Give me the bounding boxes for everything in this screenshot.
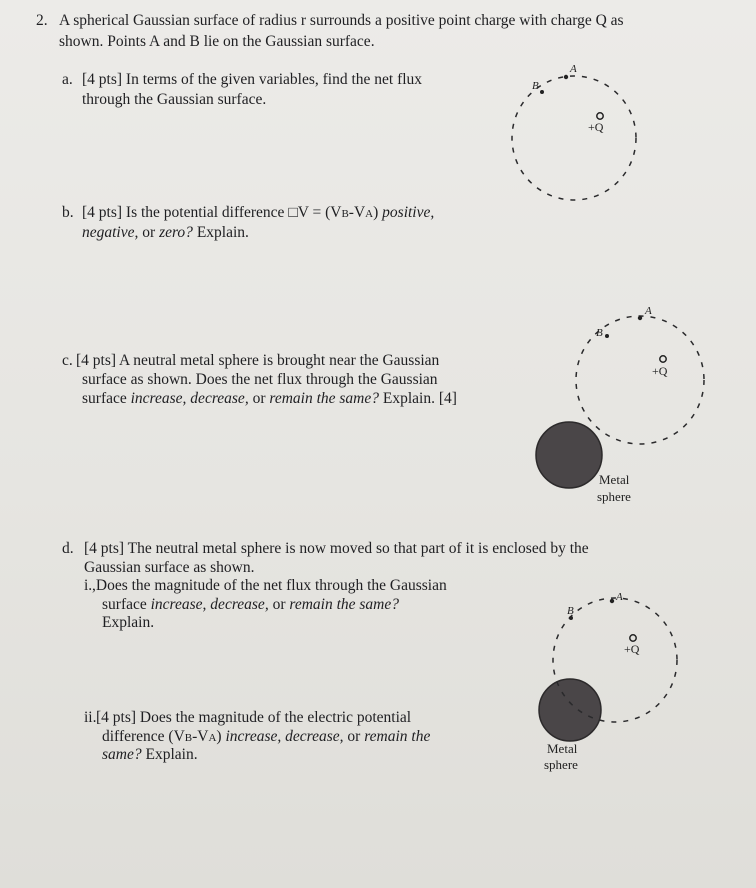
problem-intro-line-2: shown. Points A and B lie on the Gaussian surface. (59, 33, 375, 50)
part-d-i-line-3: Explain. (102, 614, 155, 631)
metal-label-line-1: Metal (547, 741, 578, 756)
charge-label: +Q (624, 642, 640, 656)
point-a-label: A (616, 591, 623, 603)
part-d-line-1: [4 pts] The neutral metal sphere is now moved so that part of it is enclosed by the (84, 540, 589, 557)
point-a-dot (610, 599, 614, 603)
point-b-dot (540, 90, 544, 94)
figure-metal-sphere-overlap (520, 588, 700, 778)
part-b-line-2: negative, or zero? Explain. (82, 224, 249, 241)
metal-label-line-1: Metal (599, 472, 630, 487)
charge-label: +Q (652, 364, 668, 378)
part-c-line-2: surface as shown. Does the net flux through the Gaussian (82, 371, 438, 388)
gaussian-surface-circle (512, 76, 636, 200)
part-d-ii-line-3: same? Explain. (102, 746, 198, 763)
part-d-i-line-1: ,Does the magnitude of the net flux through the Gaussian (92, 577, 447, 594)
point-charge-marker (660, 356, 666, 362)
problem-intro-line-1: A spherical Gaussian surface of radius r surrounds a positive point charge with charge Q as (59, 12, 624, 29)
part-c-label: c. (62, 352, 73, 369)
part-c-line-3: surface increase, decrease, or remain the same? Explain. [4] (82, 390, 457, 407)
point-b-dot (605, 334, 609, 338)
part-d-ii-line-2: difference (VB-VA) increase, decrease, or remain the (102, 728, 431, 745)
figure-gaussian-surface (500, 60, 660, 220)
point-a-dot (638, 316, 642, 320)
metal-sphere (536, 422, 602, 488)
part-b-line-1: [4 pts] Is the potential difference □V = (VB-VA) positive, (82, 204, 435, 221)
metal-label-line-2: sphere (597, 489, 631, 504)
part-b-label: b. (62, 204, 74, 221)
point-b-label: B (567, 605, 574, 617)
part-a-line-2: through the Gaussian surface. (82, 91, 267, 108)
part-c-line-1: [4 pts] A neutral metal sphere is brought near the Gaussian (76, 352, 440, 369)
metal-label-line-2: sphere (544, 757, 578, 772)
part-a-label: a. (62, 71, 73, 88)
point-a-dot (564, 75, 568, 79)
part-d-ii-line-1: [4 pts] Does the magnitude of the electric potential (96, 709, 412, 726)
metal-sphere (539, 679, 601, 741)
point-b-label: B (596, 327, 603, 339)
point-b-label: B (532, 80, 539, 92)
part-d-ii-label: ii. (84, 709, 97, 726)
point-charge-marker (630, 635, 636, 641)
part-d-line-2: Gaussian surface as shown. (84, 559, 255, 576)
charge-label: +Q (588, 120, 604, 134)
figure-metal-sphere-near (520, 300, 720, 510)
problem-number: 2. (36, 12, 48, 29)
part-a-line-1: [4 pts] In terms of the given variables, find the net flux (82, 71, 423, 88)
point-a-label: A (570, 63, 577, 75)
part-d-label: d. (62, 540, 74, 557)
point-charge-marker (597, 113, 603, 119)
part-d-i-line-2: surface increase, decrease, or remain the same? (102, 596, 400, 613)
part-d-i-label: i. (84, 577, 93, 594)
point-a-label: A (645, 305, 652, 317)
